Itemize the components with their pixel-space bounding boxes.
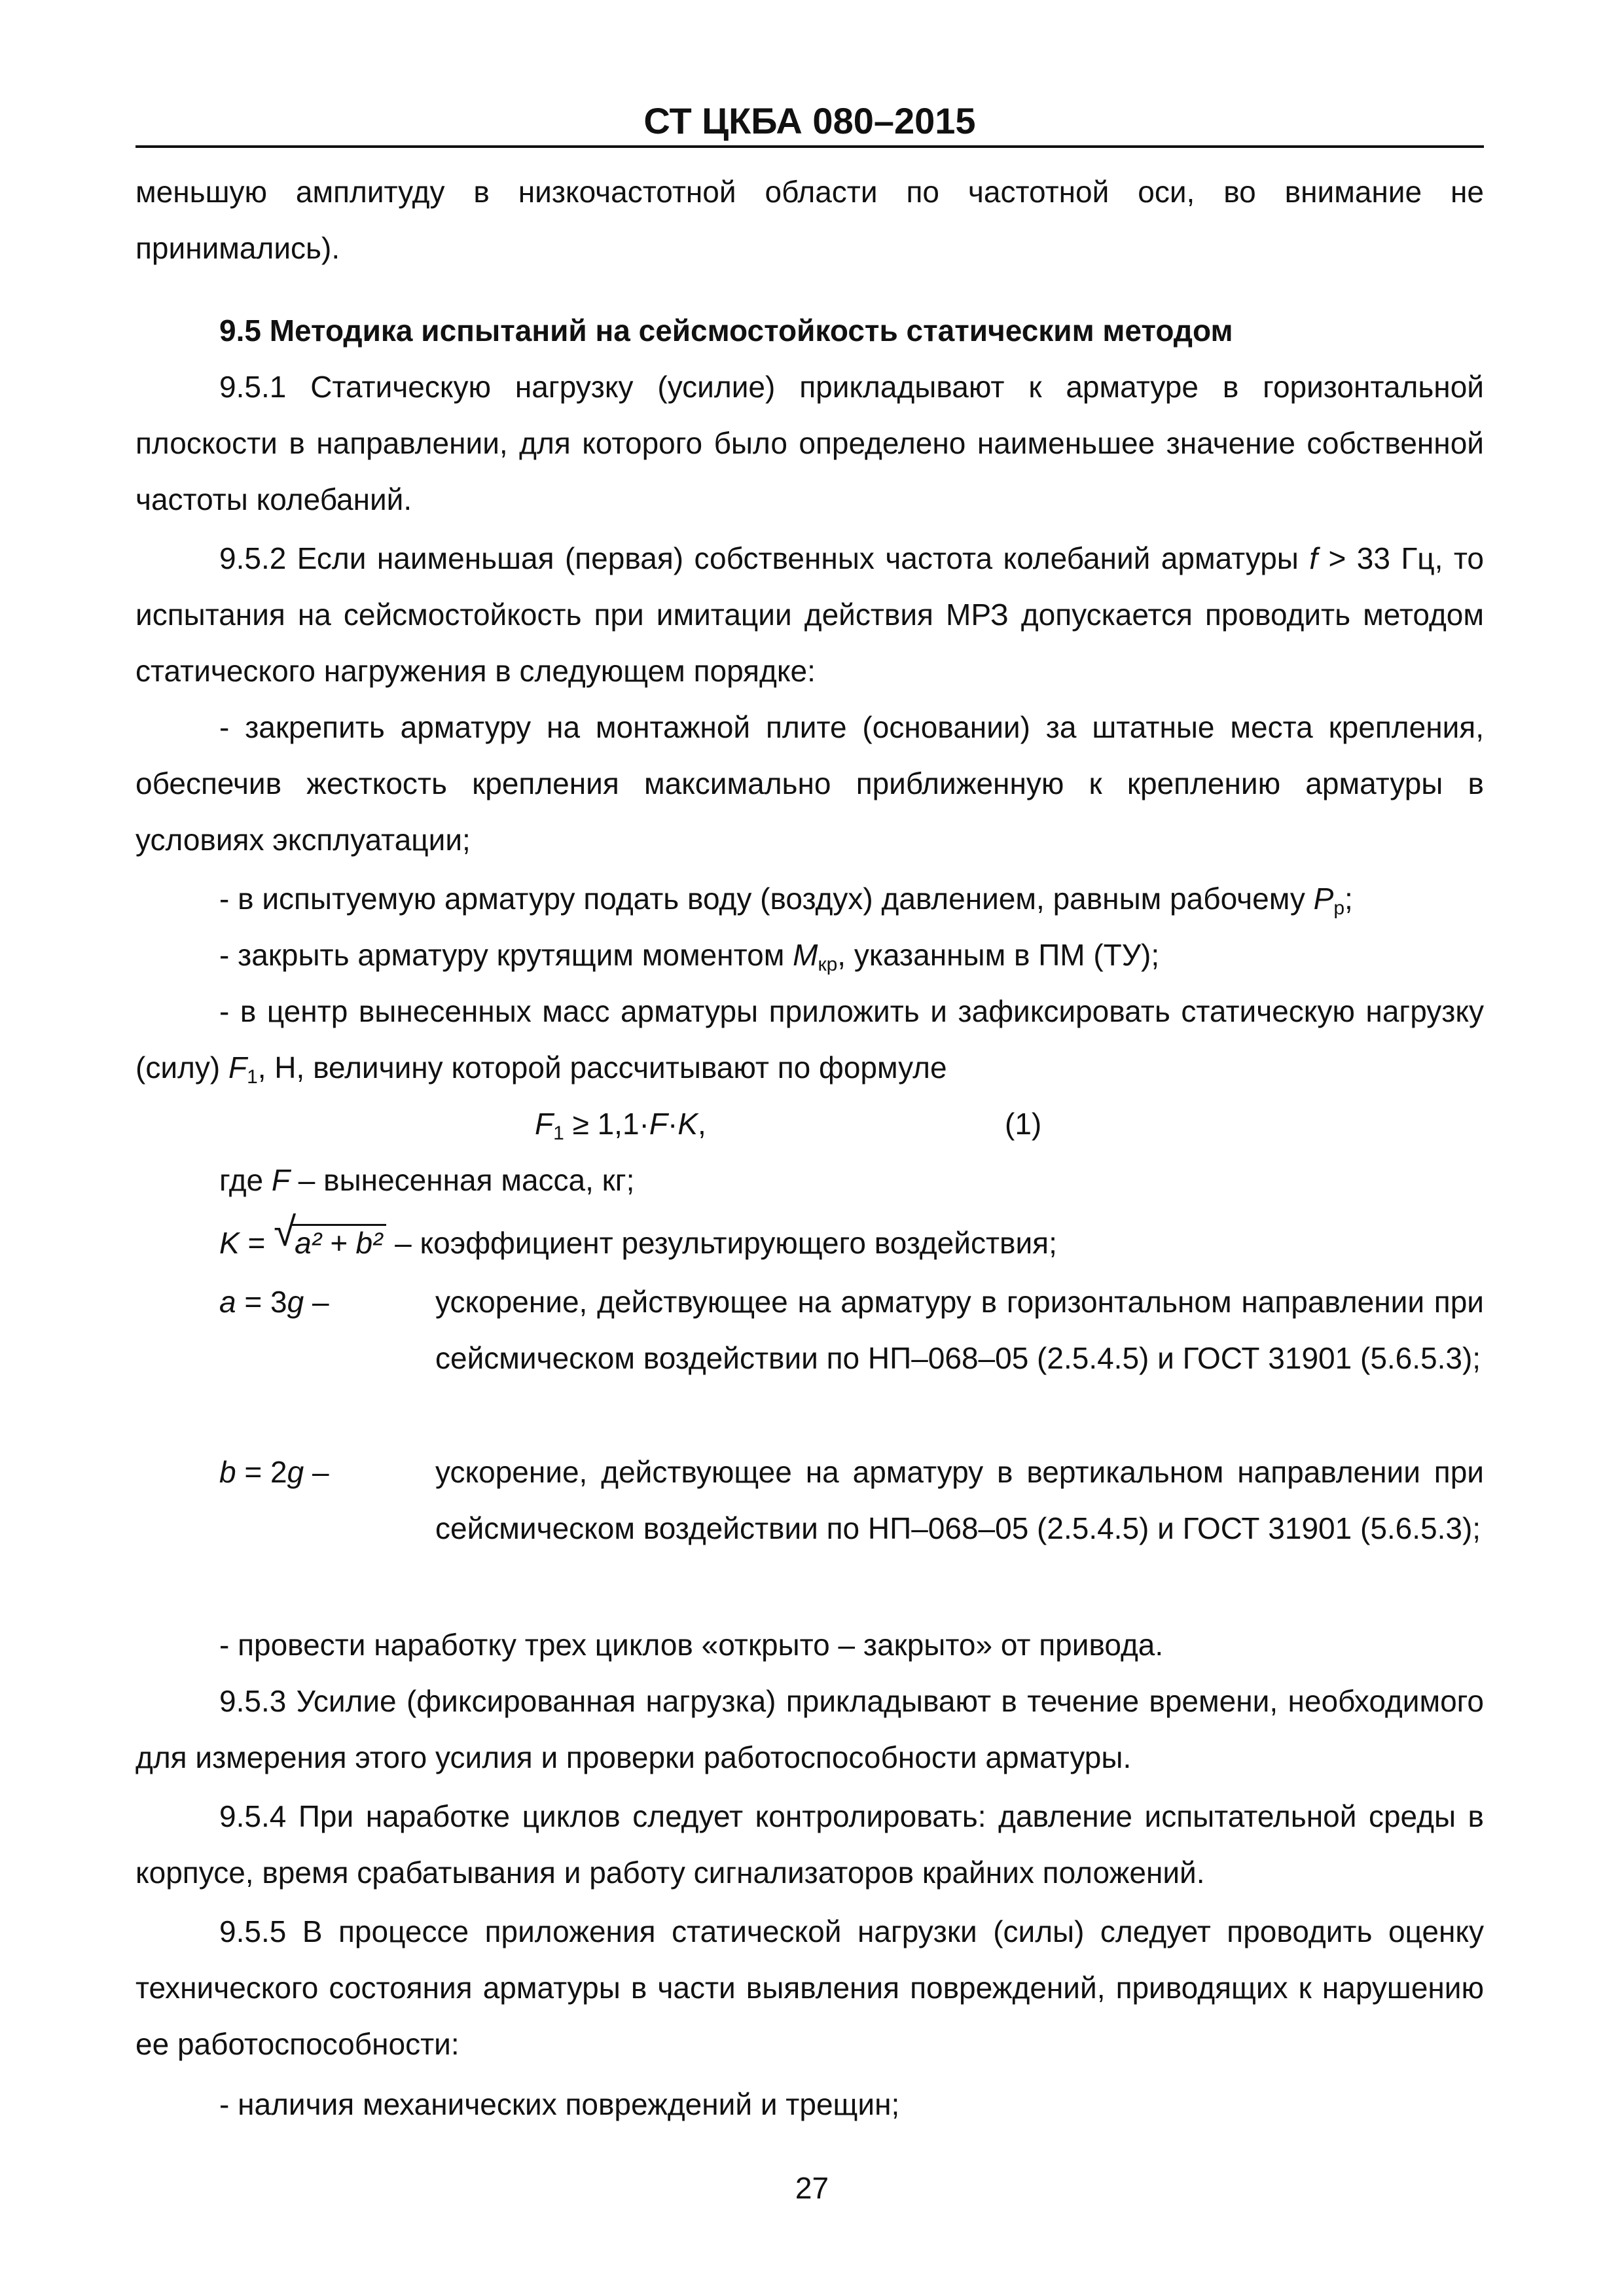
definition-a [219, 1274, 1484, 1443]
step-apply-load-text: - в центр вынесенных масс арматуры приложить и зафиксировать статическую нагрузку (силу) [135, 994, 1484, 1085]
step-run-cycles: - провести наработку трех циклов «открыто – закрыто» от привода. [219, 1628, 1164, 1662]
def-F-symbol: F [271, 1163, 291, 1197]
header-rule [135, 145, 1484, 148]
formula-1 [535, 1096, 1124, 1152]
paragraph-9-5-4: 9.5.4 При наработке циклов следует контролировать: давление испытательной среды в корпусе, время срабатывания и работу сигнализаторов крайних положений. [135, 1799, 1484, 1890]
def-K-equals: = [239, 1226, 274, 1260]
def-K-text: – коэффициент результирующего воздействия; [386, 1226, 1057, 1260]
frequency-condition: > 33 Гц, то испытания на сейсмостойкость при имитации действия МРЗ допускается проводить методом статического нагружения в следующем порядке: [135, 541, 1485, 688]
definition-F [135, 1152, 1484, 1208]
step-apply-pressure-end: ; [1344, 882, 1353, 916]
paragraph-9-5-3: 9.5.3 Усилие (фиксированная нагрузка) прикладывают в течение времени, необходимого для измерения этого усилия и проверки работоспособности арматуры. [135, 1684, 1484, 1774]
page-number: 27 [795, 2171, 829, 2205]
paragraph-9-5-1: 9.5.1 Статическую нагрузку (усилие) прикладывают к арматуре в горизонтальной плоскости в направлении, для которого было определено наименьшее значение собственной частоты колебаний. [135, 370, 1484, 516]
pressure-symbol: P [1313, 882, 1334, 916]
def-b-symbol-group [219, 1444, 416, 1500]
step-close-valve-end: , указанным в ПМ (ТУ); [837, 938, 1160, 972]
intro-paragraph: меньшую амплитуду в низкочастотной области по частотной оси, во внимание не принимались). [135, 175, 1484, 265]
step-apply-pressure-text: - в испытуемую арматуру подать воду (воздух) давлением, равным рабочему [219, 882, 1314, 916]
def-a-value: = 3 [236, 1285, 287, 1319]
step-fix-valve: - закрепить арматуру на монтажной плите (основании) за штатные места крепления, обеспечив жесткость крепления максимально приближенную к креплению арматуры в условиях эксплуатации; [135, 710, 1484, 857]
def-F-text: – вынесенная масса, кг; [290, 1163, 635, 1197]
formula-lhs-subscript: 1 [553, 1122, 564, 1144]
def-a-text: ускорение, действующее на арматуру в горизонтальном направлении при сейсмическом воздействии по НП–068–05 (2.5.4.5) и ГОСТ 31901 (5.6.5.3); [435, 1285, 1484, 1375]
step-close-valve-text: - закрыть арматуру крутящим моментом [219, 938, 793, 972]
force-subscript: 1 [247, 1066, 258, 1088]
step-apply-load-end: , Н, величину которой рассчитывают по формуле [257, 1050, 947, 1085]
pressure-subscript: р [1333, 897, 1344, 919]
force-symbol: F [228, 1050, 247, 1085]
def-a-dash: – [304, 1285, 329, 1319]
def-a-symbol-group [219, 1274, 416, 1330]
formula-number: (1) [1005, 1107, 1042, 1141]
formula-k-symbol: K [677, 1107, 698, 1141]
formula-lhs-symbol: F [535, 1107, 554, 1141]
where-label: где [219, 1163, 272, 1197]
square-root [274, 1210, 386, 1271]
formula-f-symbol: F [649, 1107, 668, 1141]
step-apply-load [135, 983, 1484, 1096]
def-K-symbol: K [219, 1226, 240, 1260]
step-apply-pressure [135, 870, 1484, 927]
torque-subscript: кр [818, 954, 838, 975]
definition-K [219, 1210, 1484, 1271]
list-item-damage: - наличия механических повреждений и трещин; [219, 2087, 900, 2121]
def-b-g: g [287, 1455, 304, 1489]
formula-expression [535, 1096, 706, 1152]
radical-sign-icon: √ [274, 1210, 297, 1255]
def-a-symbol: a [219, 1285, 236, 1319]
def-b-symbol: b [219, 1455, 236, 1489]
step-close-valve [135, 927, 1484, 983]
definition-b [219, 1444, 1484, 1613]
formula-dot: · [667, 1107, 678, 1141]
def-b-value: = 2 [236, 1455, 287, 1489]
section-heading: 9.5 Методика испытаний на сейсмостойкость статическим методом [219, 314, 1233, 348]
paragraph-9-5-2 [135, 530, 1484, 699]
radicand: a² + b² [291, 1224, 386, 1260]
def-b-text: ускорение, действующее на арматуру в вертикальном направлении при сейсмическом воздействии по НП–068–05 (2.5.4.5) и ГОСТ 31901 (5.6.5.3); [435, 1455, 1484, 1545]
formula-rhs: ≥ 1,1· [564, 1107, 649, 1141]
def-a-g: g [287, 1285, 304, 1319]
paragraph-9-5-2-lead: 9.5.2 Если наименьшая (первая) собственных частота колебаний арматуры [219, 541, 1299, 575]
frequency-symbol: f [1309, 541, 1318, 575]
paragraph-9-5-5: 9.5.5 В процессе приложения статической нагрузки (силы) следует проводить оценку технического состояния арматуры в части выявления повреждений, приводящих к нарушению ее работоспособности: [135, 1914, 1484, 2061]
document-header: СТ ЦКБА 080–2015 [643, 100, 976, 141]
formula-comma: , [698, 1107, 706, 1141]
def-b-dash: – [304, 1455, 329, 1489]
torque-symbol: M [793, 938, 818, 972]
